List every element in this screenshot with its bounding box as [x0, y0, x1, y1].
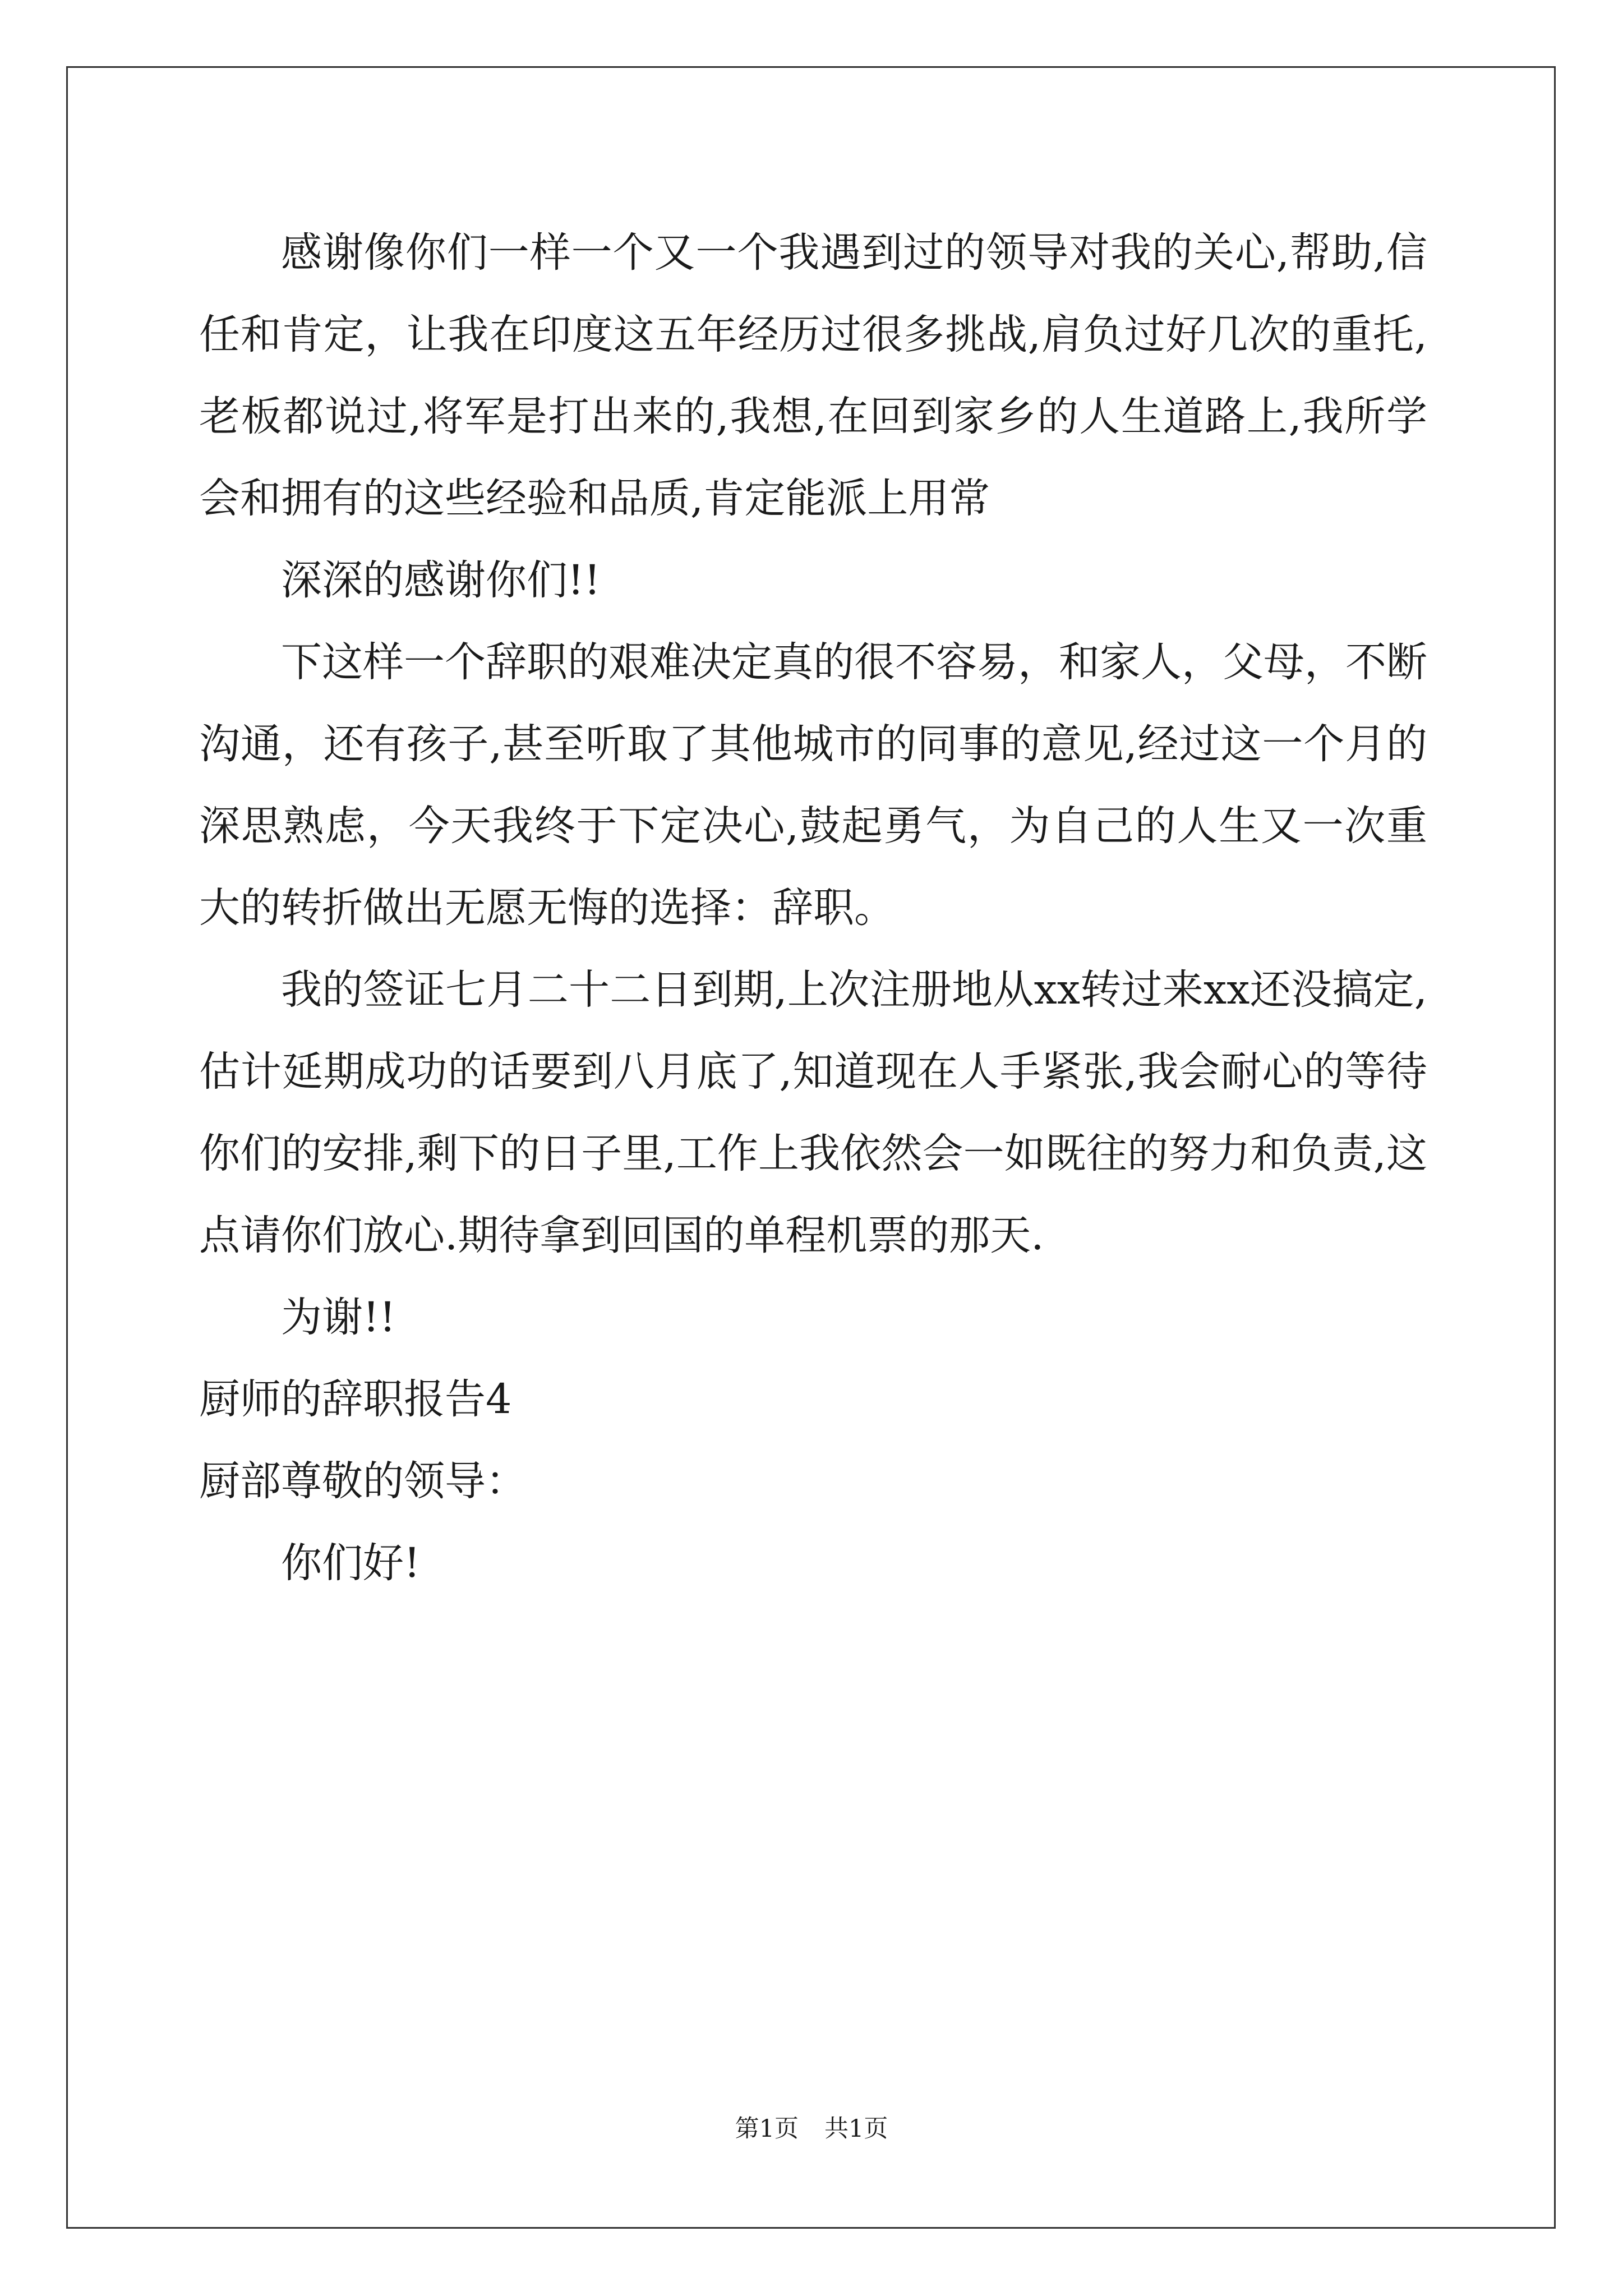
paragraph-closing: 为谢!! [281, 1294, 396, 1341]
section-title: 厨师的辞职报告4 [199, 1375, 512, 1423]
page-footer [0, 2112, 1623, 2146]
greeting: 你们好! [281, 1539, 421, 1587]
salutation: 厨部尊敬的领导： [199, 1457, 527, 1505]
page-number-total: 共1页 [824, 2115, 888, 2143]
paragraph-decision: 下这样一个辞职的艰难决定真的很不容易，和家人，父母，不断沟通，还有孩子,甚至听取了其他城市的同事的意见,经过这一个月的深思熟虑，今天我终于下定决心,鼓起勇气，为自己的人生又一次重大的转折做出无愿无悔的选择：辞职。 [199, 638, 1427, 932]
paragraph-thanks: 感谢像你们一样一个又一个我遇到过的领导对我的关心,帮助,信任和肯定，让我在印度这五年经历过很多挑战,肩负过好几次的重托,老板都说过,将军是打出来的,我想,在回到家乡的人生道路上,我所学会和拥有的这些经验和品质,肯定能派上用常 [199, 229, 1427, 522]
paragraph-deep-thanks: 深深的感谢你们!! [281, 556, 601, 604]
document-body [199, 212, 1427, 1604]
page-number-current: 第1页 [735, 2115, 799, 2143]
paragraph-visa: 我的签证七月二十二日到期,上次注册地从xx转过来xx还没搞定,估计延期成功的话要到八月底了,知道现在人手紧张,我会耐心的等待你们的安排,剩下的日子里,工作上我依然会一如既往的努力和负责,这点请你们放心.期待拿到回国的单程机票的那天. [199, 966, 1427, 1259]
